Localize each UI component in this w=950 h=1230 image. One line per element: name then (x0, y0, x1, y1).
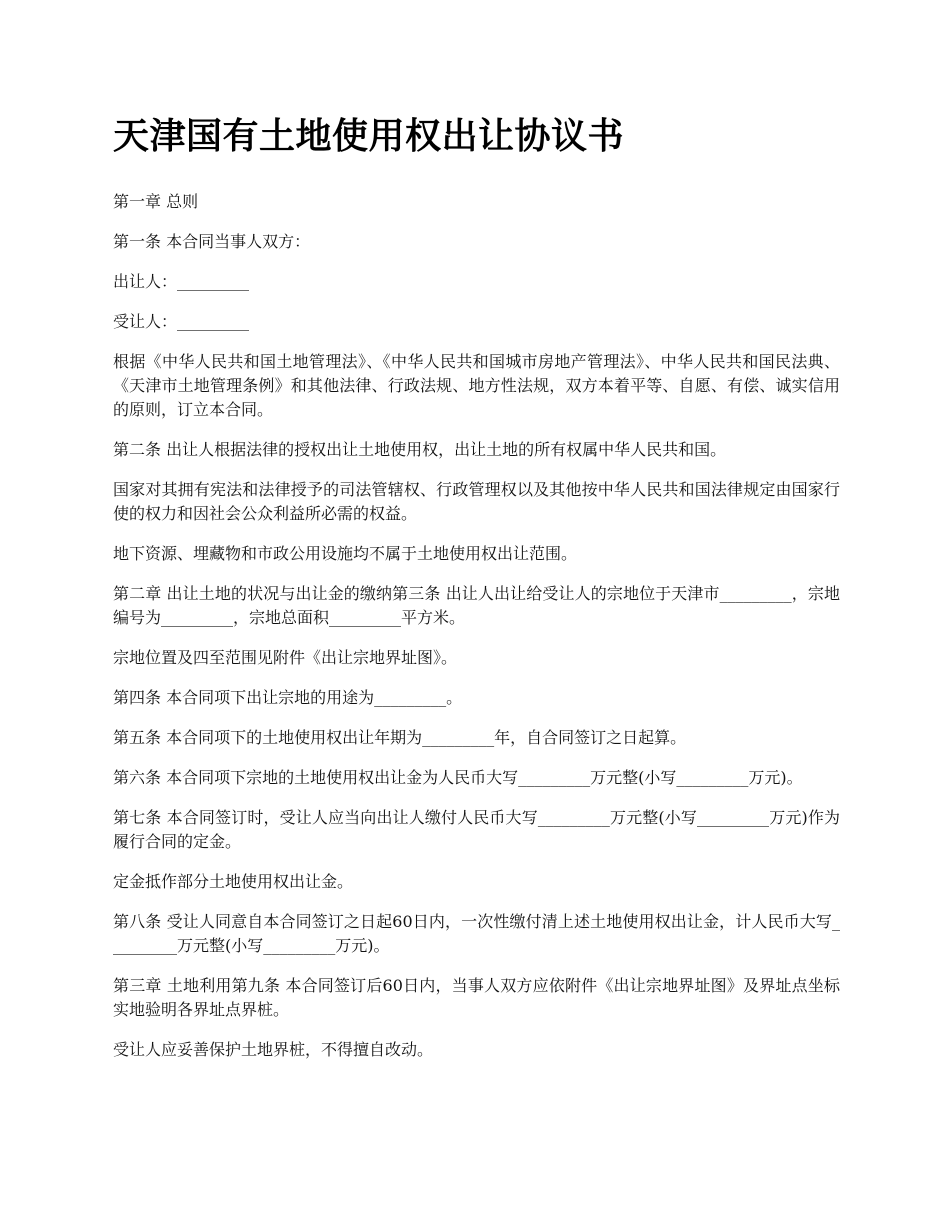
chapter-2-article-3-paragraph: 第二章 出让土地的状况与出让金的缴纳第三条 出让人出让给受让人的宗地位于天津市_________，宗地编号为_________，宗地总面积_________平方米。 (113, 584, 840, 627)
site-boundary-paragraph: 宗地位置及四至范围见附件《出让宗地界址图》。 (113, 648, 458, 667)
deposit-offset-paragraph: 定金抵作部分土地使用权出让金。 (113, 872, 354, 891)
article-6-paragraph: 第六条 本合同项下宗地的土地使用权出让金为人民币大写_________万元整(小写_________万元)。 (113, 768, 803, 787)
article-1-parties: 第一条 本合同当事人双方： (113, 232, 311, 251)
document-page (113, 112, 840, 1078)
chapter-3-article-9-paragraph: 第三章 土地利用第九条 本合同签订后60日内，当事人双方应依附件《出让宗地界址图》及界址点坐标实地验明各界址点界桩。 (113, 976, 840, 1019)
document-title: 天津国有土地使用权出让协议书 (113, 115, 625, 157)
article-8-paragraph: 第八条 受让人同意自本合同签订之日起60日内，一次性缴付清上述土地使用权出让金，计人民币大写_________万元整(小写_________万元)。 (113, 912, 840, 955)
article-2-paragraph: 第二条 出让人根据法律的授权出让土地使用权，出让土地的所有权属中华人民共和国。 (113, 440, 727, 459)
jurisdiction-paragraph: 国家对其拥有宪法和法律授予的司法管辖权、行政管理权以及其他按中华人民共和国法律规定由国家行使的权力和因社会公众利益所必需的权益。 (113, 480, 840, 523)
article-5-paragraph: 第五条 本合同项下的土地使用权出让年期为_________年，自合同签订之日起算。 (113, 728, 687, 747)
excluded-resources-paragraph: 地下资源、埋藏物和市政公用设施均不属于土地使用权出让范围。 (113, 544, 578, 563)
legal-basis-paragraph: 根据《中华人民共和国土地管理法》、《中华人民共和国城市房地产管理法》、中华人民共和国民法典、《天津市土地管理条例》和其他法律、行政法规、地方性法规，双方本着平等、自愿、有偿、诚实信用的原则，订立本合同。 (113, 352, 840, 419)
grantee-line: 受让人：_________ (113, 312, 250, 331)
article-4-paragraph: 第四条 本合同项下出让宗地的用途为_________。 (113, 688, 463, 707)
chapter-1-heading: 第一章 总则 (113, 192, 199, 211)
boundary-marker-paragraph: 受让人应妥善保护土地界桩，不得擅自改动。 (113, 1040, 434, 1059)
grantor-line: 出让人：_________ (113, 272, 250, 291)
article-7-paragraph: 第七条 本合同签订时，受让人应当向出让人缴付人民币大写_________万元整(小写_________万元)作为履行合同的定金。 (113, 808, 840, 851)
